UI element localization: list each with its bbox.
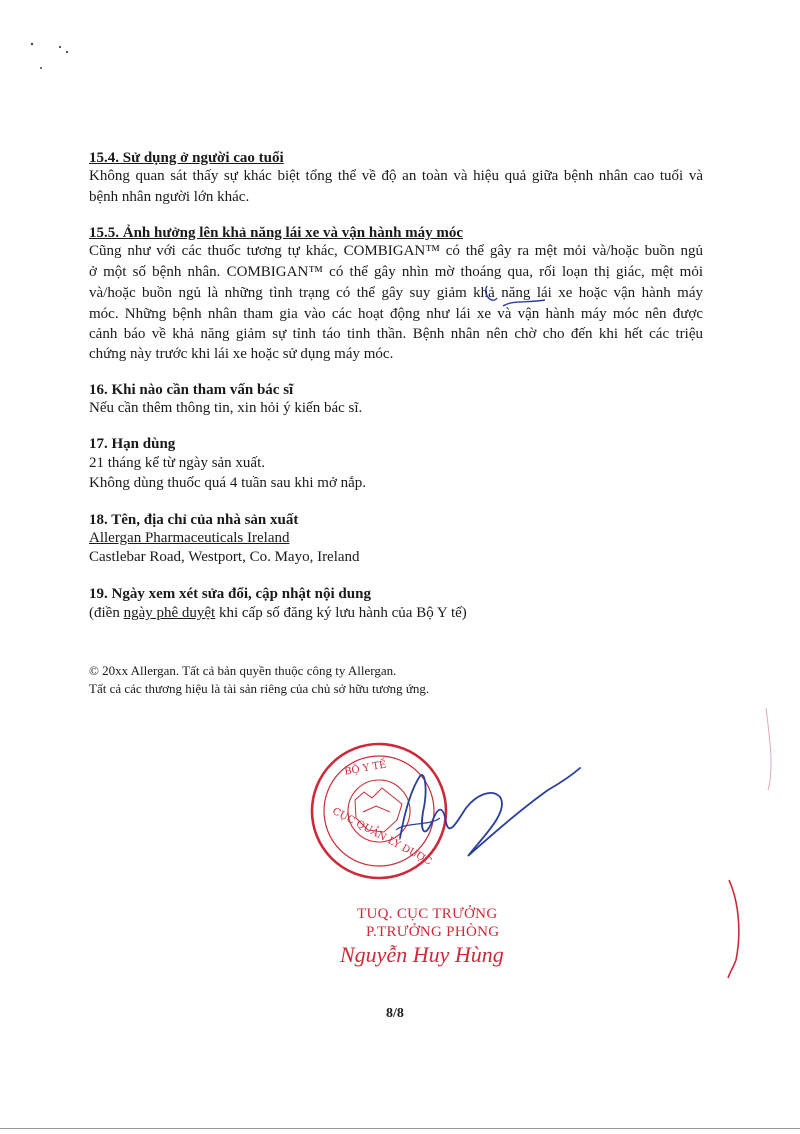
- section-19-title: 19. Ngày xem xét sửa đổi, cập nhật nội dung: [89, 586, 371, 602]
- section-15-5-line: cảnh báo về khả năng giảm sự tỉnh táo tinh thần. Bệnh nhân nên chờ cho đến khi hết các triệu: [89, 326, 703, 342]
- signer-name: Nguyễn Huy Hùng: [340, 942, 504, 967]
- page-number: 8/8: [386, 1006, 404, 1021]
- manufacturer-address: Castlebar Road, Westport, Co. Mayo, Ireland: [89, 549, 360, 565]
- approval-title-line-2: P.TRƯỞNG PHÒNG: [366, 924, 500, 940]
- section-15-5-line: chứng này trước khi lái xe hoặc sử dụng máy móc.: [89, 346, 394, 362]
- section-15-5-line: Cũng như với các thuốc tương tự khác, COMBIGAN™ có thể gây ra mệt mỏi và/hoặc buồn ngủ: [89, 243, 703, 259]
- section-17-title: 17. Hạn dùng: [89, 436, 176, 452]
- section-18-title: 18. Tên, địa chỉ của nhà sản xuất: [89, 512, 299, 528]
- note-prefix: (điền: [89, 605, 124, 621]
- section-17-line: 21 tháng kể từ ngày sản xuất.: [89, 455, 266, 471]
- section-16-title: 16. Khi nào cần tham vấn bác sĩ: [89, 382, 294, 398]
- section-15-4-line: bệnh nhân người lớn khác.: [89, 189, 250, 205]
- approval-date-placeholder: ngày phê duyệt: [123, 605, 216, 621]
- section-15-4-line: Không quan sát thấy sự khác biệt tổng thể về độ an toàn và hiệu quả giữa bệnh nhân cao tuổi và: [89, 168, 703, 184]
- section-15-4-title: 15.4. Sử dụng ở người cao tuổi: [89, 150, 284, 166]
- approval-title-line-1: TUQ. CỤC TRƯỞNG: [357, 906, 498, 922]
- section-15-5-line: ở một số bệnh nhân. COMBIGAN™ có thể gây nhìn mờ thoáng qua, rối loạn thị giác, mệt mỏi: [89, 264, 703, 280]
- section-15-5-line: móc. Những bệnh nhân tham gia vào các hoạt động như lái xe và vận hành máy móc nên được: [89, 306, 703, 322]
- stamp-text-top: BỘ Y TẾ: [343, 759, 388, 778]
- page-bottom-edge: [0, 1128, 800, 1129]
- section-15-5-title: 15.5. Ảnh hưởng lên khả năng lái xe và vận hành máy móc: [89, 225, 464, 241]
- trademark-line: Tất cả các thương hiệu là tài sản riêng của chủ sở hữu tương ứng.: [89, 681, 430, 696]
- copyright-line: © 20xx Allergan. Tất cả bản quyền thuộc công ty Allergan.: [89, 663, 397, 678]
- note-suffix: khi cấp số đăng ký lưu hành của Bộ Y tế): [215, 605, 467, 621]
- stamp-text-bottom: CỤC QUẢN LÝ DƯỢC: [330, 805, 434, 868]
- section-17-line: Không dùng thuốc quá 4 tuần sau khi mở nắp.: [89, 475, 367, 491]
- section-16-line: Nếu cần thêm thông tin, xin hỏi ý kiến bác sĩ.: [89, 400, 363, 416]
- manufacturer-name: Allergan Pharmaceuticals Ireland: [89, 530, 290, 546]
- section-15-5-line: và/hoặc buồn ngủ là những tình trạng có thể gây suy giảm khả năng lái xe hoặc vận hành máy: [89, 285, 703, 301]
